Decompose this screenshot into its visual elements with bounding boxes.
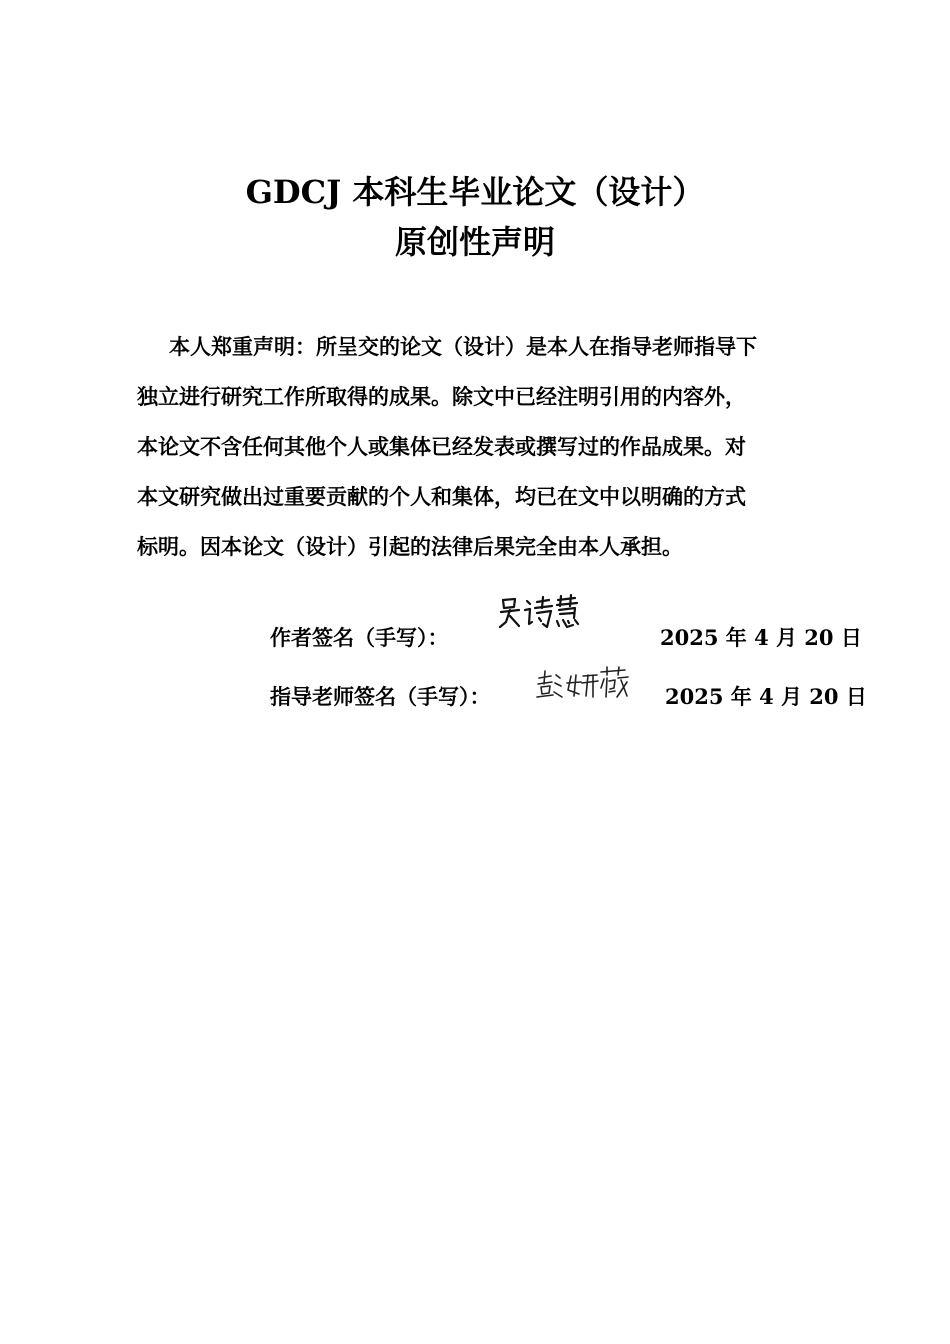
declaration-line: 本文研究做出过重要贡献的个人和集体，均已在文中以明确的方式 [137,484,746,509]
author-signature-label: 作者签名（手写）： [270,625,449,650]
advisor-signature-date: 2025 年 4 月 20 日 [665,684,867,709]
declaration-line: 本论文不含任何其他个人或集体已经发表或撰写过的作品成果。对 [137,434,746,459]
declaration-line: 本人郑重声明：所呈交的论文（设计）是本人在指导老师指导下 [169,334,757,359]
declaration-body [137,322,847,572]
declaration-line: 独立进行研究工作所取得的成果。除文中已经注明引用的内容外， [137,384,746,409]
advisor-handwritten-signature [535,666,630,702]
author-signature-date: 2025 年 4 月 20 日 [660,625,862,650]
document-title: GDCJ 本科生毕业论文（设计） [245,173,705,211]
author-handwritten-signature [497,594,587,632]
document-subtitle: 原创性声明 [394,223,555,261]
advisor-signature-label: 指导老师签名（手写）： [270,684,491,709]
declaration-line: 标明。因本论文（设计）引起的法律后果完全由本人承担。 [137,534,683,559]
